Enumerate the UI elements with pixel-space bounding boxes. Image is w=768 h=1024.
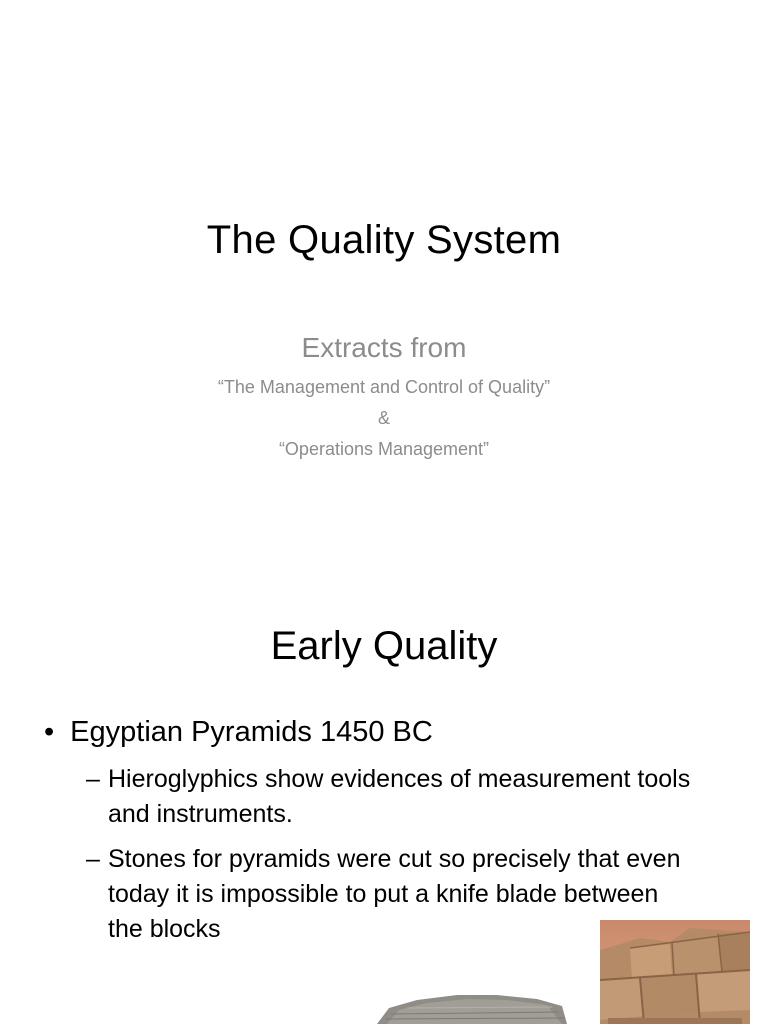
slide-1-subtitle: Extracts from [301,332,467,363]
subtitle-source-2: “Operations Management” [278,439,490,459]
dash-marker: – [86,765,100,793]
slide-1-title: The Quality System [206,218,562,262]
sub-bullet-text: Hieroglyphics show evidences of measurement tools and instruments. [108,765,691,828]
pyramid-photo [377,988,567,1024]
slide-2 [0,576,768,1024]
sub-bullet-text: Stones for pyramids were cut so precisely that even today it is impossible to put a knife blade between the blocks [108,845,681,943]
bullet-marker: • [44,716,55,748]
subtitle-ampersand: & [377,408,390,428]
bullet-text: Egyptian Pyramids 1450 BC [70,716,433,748]
subtitle-source-1: “The Management and Control of Quality” [217,377,551,397]
bullet-item [44,716,433,749]
sub-bullet-item [86,762,696,832]
slide-2-title: Early Quality [270,624,498,668]
stone-blocks-photo [600,920,750,1024]
dash-marker: – [86,845,100,873]
